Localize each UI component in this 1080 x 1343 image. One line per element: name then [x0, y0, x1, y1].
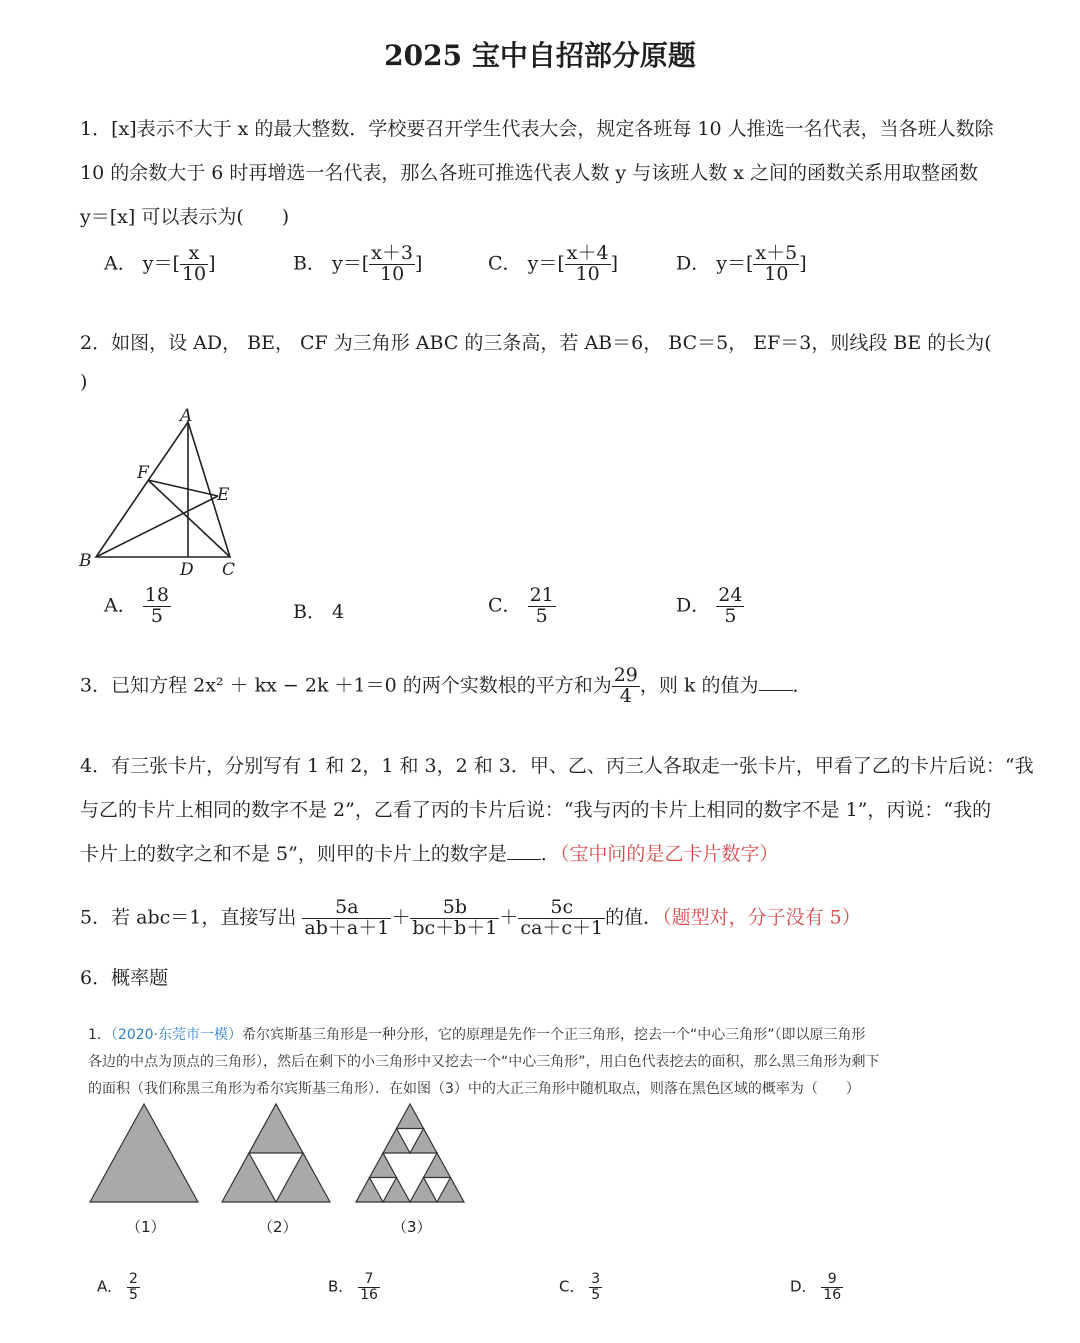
denominator: 5 [724, 604, 737, 627]
fraction [753, 244, 799, 285]
numerator: 3 [591, 1271, 601, 1287]
fraction [302, 898, 391, 939]
label-a: A [180, 406, 193, 426]
q1-option-b[interactable] [293, 244, 422, 285]
sub-option-a[interactable] [97, 1272, 140, 1302]
numerator: x＋3 [371, 242, 413, 264]
sub-line1 [88, 1024, 866, 1044]
option-prefix: y＝[ [527, 252, 565, 275]
label-c: C [222, 560, 236, 580]
fraction [410, 898, 499, 939]
option-suffix: ] [208, 252, 216, 275]
q3-text-after: ，则 k 的值为 [639, 674, 759, 697]
numerator: 29 [613, 664, 638, 686]
fraction [358, 1272, 380, 1302]
option-label: B． [293, 252, 326, 275]
q4-end: ． [540, 843, 560, 865]
numerator: 5c [518, 898, 605, 919]
q4-red-note: （宝中问的是乙卡片数字） [559, 843, 779, 865]
q3-text: 3．已知方程 2x² ＋ kx − 2k ＋1＝0 的两个实数根的平方和为 [80, 674, 612, 697]
q1-line1: 1．[x]表示不大于 x 的最大整数．学校要召开学生代表大会，规定各班每 10 人推选一名代表，当各班人数除 [80, 118, 994, 140]
numerator: 7 [358, 1272, 380, 1288]
q2-line1: 2．如图，设 AD， BE， CF 为三角形 ABC 的三条高，若 AB＝6， BC＝5， EF＝3，则线段 BE 的长为( [80, 332, 992, 354]
q1-line2: 10 的余数大于 6 时再增选一名代表，那么各班可推选代表人数 y 与该班人数 x 之间的函数关系用取整函数 [80, 162, 978, 184]
sub-option-d[interactable] [790, 1272, 843, 1302]
q2-option-c[interactable] [488, 586, 556, 627]
denominator: 10 [764, 262, 789, 285]
caption-3: （3） [392, 1218, 432, 1236]
sub-option-b[interactable] [328, 1272, 380, 1302]
numerator: 5a [302, 898, 391, 919]
option-label: A． [97, 1277, 123, 1296]
q1-option-a[interactable] [104, 244, 216, 285]
sierpinski-figures [86, 1100, 476, 1210]
denominator: 5 [129, 1286, 138, 1303]
q1-option-c[interactable] [488, 244, 618, 285]
denominator: 5 [591, 1286, 601, 1303]
sub-line2: 各边的中点为顶点的三角形），然后在剩下的小三角形中又挖去一个“中心三角形”，用白色代表挖去的面积，那么黑三角形为剩下 [88, 1054, 880, 1070]
plus-sign: ＋ [391, 906, 411, 929]
option-label: C． [559, 1277, 585, 1296]
q4-line3 [80, 839, 778, 866]
fraction [716, 586, 744, 627]
fraction [127, 1272, 140, 1302]
denominator: 5 [150, 604, 163, 627]
caption-1: （1） [126, 1218, 166, 1236]
plus-sign: ＋ [499, 906, 519, 929]
option-prefix: y＝[ [716, 252, 754, 275]
q1-option-d[interactable] [676, 244, 807, 285]
q5-text: 5．若 abc＝1，直接写出 [80, 906, 297, 929]
option-label: A． [104, 594, 137, 617]
triangle-abc [96, 422, 230, 557]
denominator: 4 [619, 684, 632, 707]
denominator: bc＋b＋1 [412, 916, 498, 939]
option-label: B． [328, 1277, 354, 1296]
sub-source: （2020·东莞市一模） [110, 1027, 243, 1043]
numerator: x [180, 244, 208, 265]
numerator: 21 [529, 584, 554, 606]
q5-line [80, 898, 861, 939]
numerator: x＋4 [566, 242, 609, 264]
fraction [589, 1272, 602, 1302]
option-label: B． [293, 601, 326, 623]
answer-blank[interactable] [759, 672, 793, 691]
q2-option-a[interactable] [104, 586, 171, 627]
option-value: 4 [332, 601, 345, 623]
fraction [528, 586, 556, 627]
option-label: C． [488, 594, 522, 617]
q3-end: ． [792, 674, 812, 697]
triangle-altitudes-figure [76, 404, 246, 580]
option-suffix: ] [799, 252, 807, 275]
numerator: 9 [821, 1272, 843, 1288]
q4-line2: 与乙的卡片上相同的数字不是 2”，乙看了丙的卡片后说：“我与丙的卡片上相同的数字不是 1”，丙说：“我的 [80, 799, 992, 821]
denominator: 5 [535, 604, 548, 627]
numerator: 24 [718, 584, 743, 606]
sub-number: 1． [88, 1027, 111, 1043]
denominator: 16 [360, 1286, 378, 1303]
caption-2: （2） [258, 1218, 298, 1236]
option-prefix: y＝[ [332, 252, 370, 275]
sub-text-1: 希尔宾斯基三角形是一种分形，它的原理是先作一个正三角形，挖去一个“中心三角形”（即以原三角形 [242, 1027, 866, 1043]
q4-text: 卡片上的数字之和不是 5”，则甲的卡片上的数字是 [80, 843, 507, 865]
q3-line [80, 666, 812, 707]
numerator: 5b [410, 898, 499, 919]
fraction [518, 898, 605, 939]
label-d: D [180, 560, 194, 580]
q2-option-d[interactable] [676, 586, 744, 627]
label-b: B [79, 551, 92, 571]
sub-option-c[interactable] [559, 1272, 602, 1302]
fraction [612, 666, 640, 707]
numerator: 18 [144, 584, 169, 606]
fraction [369, 244, 415, 285]
q2-line2: ) [80, 371, 88, 393]
denominator: 10 [575, 262, 600, 285]
denominator: ca＋c＋1 [520, 916, 604, 939]
option-label: D． [676, 252, 711, 275]
denominator: ab＋a＋1 [304, 916, 390, 939]
page-title: 2025 宝中自招部分原题 [384, 39, 696, 72]
fraction [565, 244, 611, 285]
option-prefix: y＝[ [142, 252, 180, 275]
sierpinski-stage-1 [90, 1104, 198, 1202]
option-label: D． [790, 1277, 817, 1296]
denominator: 10 [181, 262, 207, 285]
option-suffix: ] [414, 252, 423, 275]
answer-blank[interactable] [507, 841, 541, 860]
fraction [180, 244, 208, 285]
q1-line3: y＝[x] 可以表示为( ) [80, 206, 290, 228]
label-e: E [217, 485, 230, 505]
fraction [143, 586, 171, 627]
fraction [821, 1272, 843, 1302]
q2-option-b[interactable] [293, 597, 344, 624]
sub-line3: 的面积（我们称黑三角形为希尔宾斯基三角形）．在如图（3）中的大正三角形中随机取点，则落在黑色区域的概率为（ ） [88, 1081, 860, 1097]
denominator: 10 [379, 262, 405, 285]
numerator: x＋5 [755, 242, 798, 264]
q4-line1: 4．有三张卡片，分别写有 1 和 2，1 和 3，2 和 3．甲、乙、丙三人各取走一张卡片，甲看了乙的卡片后说：“我 [80, 755, 1034, 777]
q6-label: 6．概率题 [80, 967, 169, 989]
label-f: F [137, 463, 149, 483]
q5-red-note: （题型对，分子没有 5） [662, 906, 861, 929]
option-label: A． [104, 252, 137, 275]
option-suffix: ] [610, 252, 618, 275]
denominator: 16 [823, 1286, 842, 1303]
q5-text-after: 的值． [605, 906, 663, 929]
altitude-be [96, 496, 218, 557]
numerator: 2 [129, 1271, 138, 1287]
option-label: C． [488, 252, 522, 275]
option-label: D． [676, 594, 711, 617]
